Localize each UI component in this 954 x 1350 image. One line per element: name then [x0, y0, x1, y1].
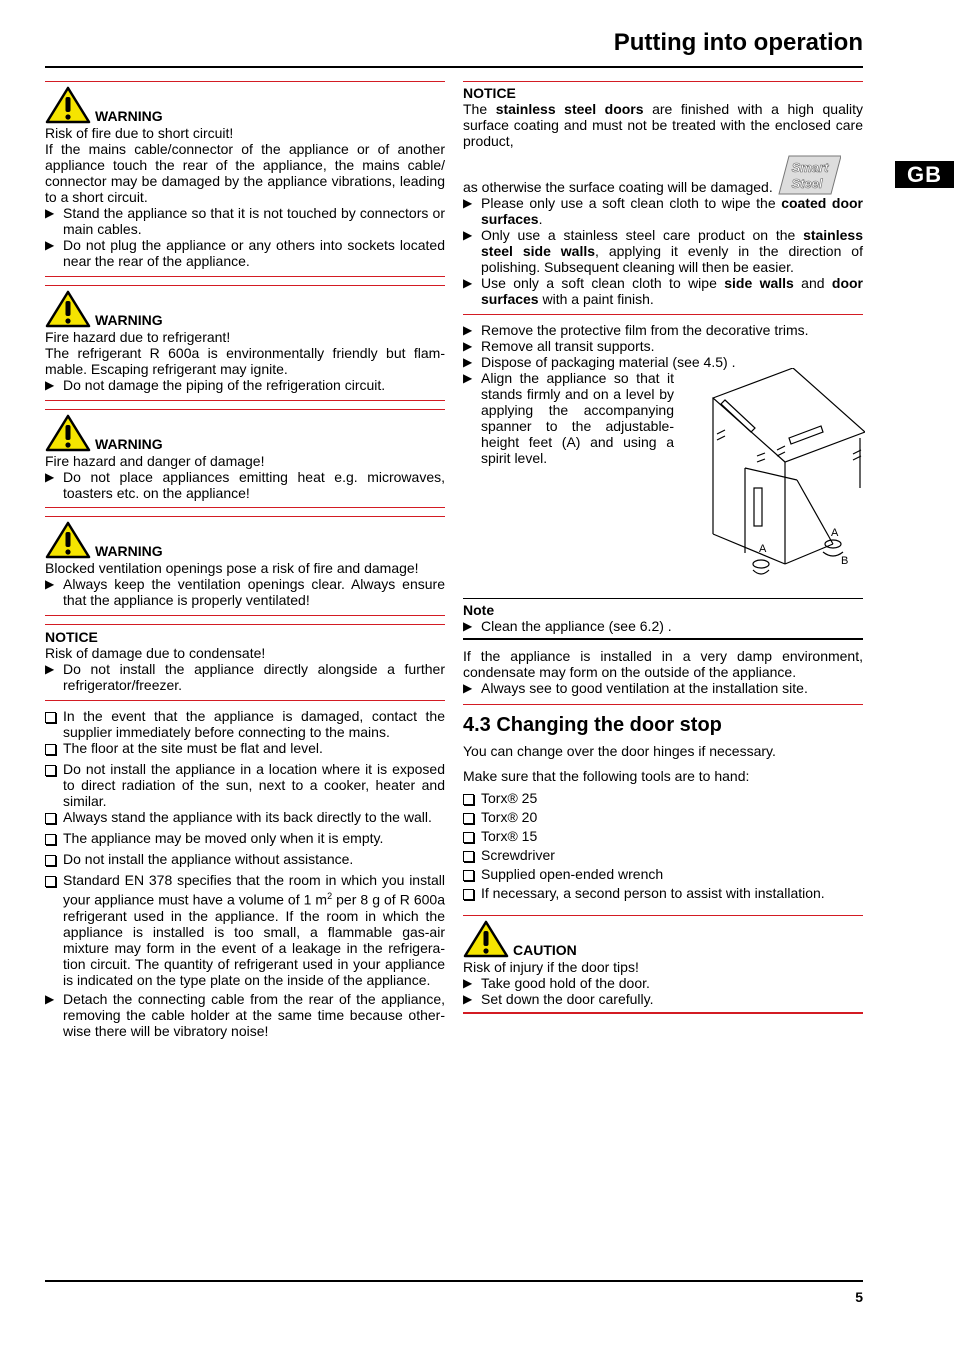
checkbox-bullet-icon [45, 855, 56, 866]
warning-text: If the mains cable/connector of the appliance or of another appliance touch the rear of the appliance, the mains cable/ connector may be damaged by the appliance vibrations, leading to a short circuit. [45, 141, 445, 205]
caution-box [463, 916, 863, 1012]
warning-triangle-icon [45, 414, 91, 452]
list-item: ▶ Stand the appliance so that it is not touched by connectors or main cables. [45, 205, 445, 237]
arrow-bullet-icon: ▶ [45, 238, 55, 252]
page-number: 5 [855, 1289, 863, 1305]
list-item: ▶ Do not damage the piping of the refrigeration circuit. [45, 377, 386, 393]
warning-label: WARNING [95, 543, 163, 559]
arrow-bullet-icon: ▶ [45, 577, 55, 591]
warning-text: Fire hazard due to refrigerant! [45, 329, 231, 345]
list-item: ▶ Align the appliance so that it stands firmly and on a level by applying the accompanying spanner to the adjustable-height feet (A) and using a spirit level. [463, 370, 674, 466]
list-item: ▶ Use only a soft clean cloth to wipe side walls and door surfaces with a paint finish. [463, 275, 863, 307]
warning-text: Risk of fire due to short circuit! [45, 125, 234, 141]
notice-box-stainless [463, 82, 863, 312]
arrow-bullet-icon: ▶ [463, 339, 473, 353]
warning-label: WARNING [95, 312, 163, 328]
tool-item: Torx® 25 [463, 789, 863, 808]
checkbox-bullet-icon [45, 813, 56, 824]
list-item: ▶ Please only use a soft clean cloth to wipe the coated door surfaces. [463, 195, 863, 227]
arrow-bullet-icon: ▶ [463, 276, 473, 290]
right-column [463, 81, 863, 1014]
checkbox-bullet-icon [463, 813, 474, 824]
checkbox-bullet-icon [463, 889, 474, 900]
svg-text:Steel: Steel [791, 176, 823, 191]
installation-checklist [45, 708, 445, 1039]
notice-label: NOTICE [463, 85, 516, 101]
warning-box-refrigerant [45, 286, 445, 398]
tools-list [463, 789, 863, 903]
smart-steel-logo-icon [777, 155, 841, 195]
arrow-bullet-icon: ▶ [463, 323, 473, 337]
list-item: ▶ Only use a stainless steel care product on the stainless steel side walls, applying it evenly in the direction of polishing. Subsequent cleaning will then be easier. [463, 227, 863, 275]
page-title: Putting into operation [613, 29, 863, 56]
arrow-bullet-icon: ▶ [463, 371, 473, 385]
figure-label-a: A [759, 543, 767, 555]
warning-triangle-icon [463, 920, 509, 958]
note-box [463, 598, 863, 640]
list-item: ▶ Always keep the ventilation openings clear. Always ensure that the appliance is properly ventilated! [45, 576, 445, 608]
arrow-bullet-icon: ▶ [45, 206, 55, 220]
figure-label-b: B [841, 555, 849, 567]
checkbox-bullet-icon [463, 851, 474, 862]
list-item: ▶ Do not plug the appliance or any others into sockets located near the rear of the appliance. [45, 237, 445, 269]
section-heading: 4.3 Changing the door stop [463, 714, 722, 736]
list-item: ▶ Do not place appliances emitting heat e.g. microwaves, toasters etc. on the appliance! [45, 469, 445, 501]
section-text: Make sure that the following tools are to hand: [463, 768, 750, 784]
notice-text: The stainless steel doors are finished with a high quality surface coating and must not be treated with the enclosed care product, [463, 101, 863, 149]
arrow-bullet-icon: ▶ [463, 355, 473, 369]
notice-text: Risk of damage due to condensate! [45, 645, 266, 661]
warning-text: The refrigerant R 600a is environmentally friendly but flam-mable. Escaping refrigerant may ignite. [45, 345, 445, 377]
arrow-bullet-icon: ▶ [45, 378, 55, 392]
warning-box-short-circuit [45, 82, 445, 274]
arrow-bullet-icon: ▶ [463, 196, 473, 210]
arrow-bullet-icon: ▶ [45, 991, 55, 1006]
list-item: ▶ Dispose of packaging material (see 4.5) . [463, 354, 736, 370]
warning-text: Blocked ventilation openings pose a risk of fire and damage! [45, 560, 419, 576]
warning-label: WARNING [95, 436, 163, 452]
checklist-item: In the event that the appliance is damaged, contact the supplier immediately before connecting to the mains. [45, 708, 445, 740]
checklist-item: Always stand the appliance with its back directly to the wall. [45, 809, 445, 827]
notice-label: NOTICE [45, 629, 98, 645]
notice-box-condensate [45, 625, 445, 698]
list-item: ▶ Detach the connecting cable from the rear of the appliance, removing the cable holder at the same time because other-wise there will be vibratory noise! [45, 990, 445, 1039]
checklist-item-en378: Standard EN 378 specifies that the room in which you install your appliance must have a volume of 1 $m^2$ per 8 g of R 600a refrigerant used in the appliance. If the room in which the appliance is installed is too small, a flammable gas-air mixture may form in the event of a leakage in the refrigera-tion circuit. The quantity of refrigerant used in your appliance is indicated on the type plate on the inside of the appliance. [45, 872, 445, 988]
arrow-bullet-icon: ▶ [463, 976, 473, 990]
footer-rule [45, 1280, 863, 1282]
warning-triangle-icon [45, 86, 91, 124]
list-item: ▶ Always see to good ventilation at the installation site. [463, 680, 808, 696]
checklist-item: Do not install the appliance in a location where it is exposed to direct radiation of the sun, next to a cooker, heater and similar. [45, 761, 445, 809]
warning-triangle-icon [45, 290, 91, 328]
checkbox-bullet-icon [463, 832, 474, 843]
caution-text: Risk of injury if the door tips! [463, 959, 639, 975]
warning-text: Fire hazard and danger of damage! [45, 453, 265, 469]
list-item: ▶ Remove the protective film from the decorative trims. [463, 322, 809, 338]
checklist-item: Do not install the appliance without assistance. [45, 851, 445, 869]
checklist-item: The floor at the site must be flat and level. [45, 740, 445, 758]
damp-environment-text: If the appliance is installed in a very damp environment, condensate may form on the outside of the appliance. [463, 648, 863, 680]
arrow-bullet-icon: ▶ [463, 619, 473, 633]
header-rule [45, 66, 863, 68]
checkbox-bullet-icon [45, 744, 56, 755]
tool-item: Screwdriver [463, 846, 863, 865]
warning-box-heat [45, 410, 445, 506]
arrow-bullet-icon: ▶ [463, 992, 473, 1006]
list-item: ▶ Do not install the appliance directly alongside a further refrigerator/freezer. [45, 661, 445, 693]
svg-text:Smart: Smart [791, 160, 829, 175]
checkbox-bullet-icon [45, 834, 56, 845]
warning-triangle-icon [45, 521, 91, 559]
arrow-bullet-icon: ▶ [463, 681, 473, 695]
arrow-bullet-icon: ▶ [463, 228, 473, 242]
section-text: You can change over the door hinges if necessary. [463, 743, 776, 759]
tool-item: If necessary, a second person to assist with installation. [463, 884, 863, 903]
checkbox-bullet-icon [463, 870, 474, 881]
list-item: ▶ Take good hold of the door. [463, 975, 650, 991]
arrow-bullet-icon: ▶ [45, 470, 55, 484]
checkbox-bullet-icon [45, 876, 56, 887]
tool-item: Supplied open-ended wrench [463, 865, 863, 884]
language-tab: GB [895, 161, 954, 188]
appliance-leveling-diagram [705, 368, 865, 578]
align-section [463, 370, 863, 598]
figure-label-a: A [831, 527, 839, 539]
tool-item: Torx® 15 [463, 827, 863, 846]
arrow-bullet-icon: ▶ [45, 662, 55, 676]
checklist-item: The appliance may be moved only when it is empty. [45, 830, 445, 848]
checkbox-bullet-icon [45, 765, 56, 776]
list-item: ▶ Remove all transit supports. [463, 338, 655, 354]
checkbox-bullet-icon [463, 794, 474, 805]
checkbox-bullet-icon [45, 712, 56, 723]
list-item: ▶ Set down the door carefully. [463, 991, 654, 1007]
notice-text: as otherwise the surface coating will be damaged. Smart Steel [463, 155, 863, 195]
note-label: Note [463, 602, 495, 618]
caution-label: CAUTION [513, 942, 577, 958]
warning-label: WARNING [95, 108, 163, 124]
left-column [45, 81, 445, 1039]
warning-box-ventilation [45, 517, 445, 613]
list-item: ▶ Clean the appliance (see 6.2) . [463, 618, 672, 634]
tool-item: Torx® 20 [463, 808, 863, 827]
